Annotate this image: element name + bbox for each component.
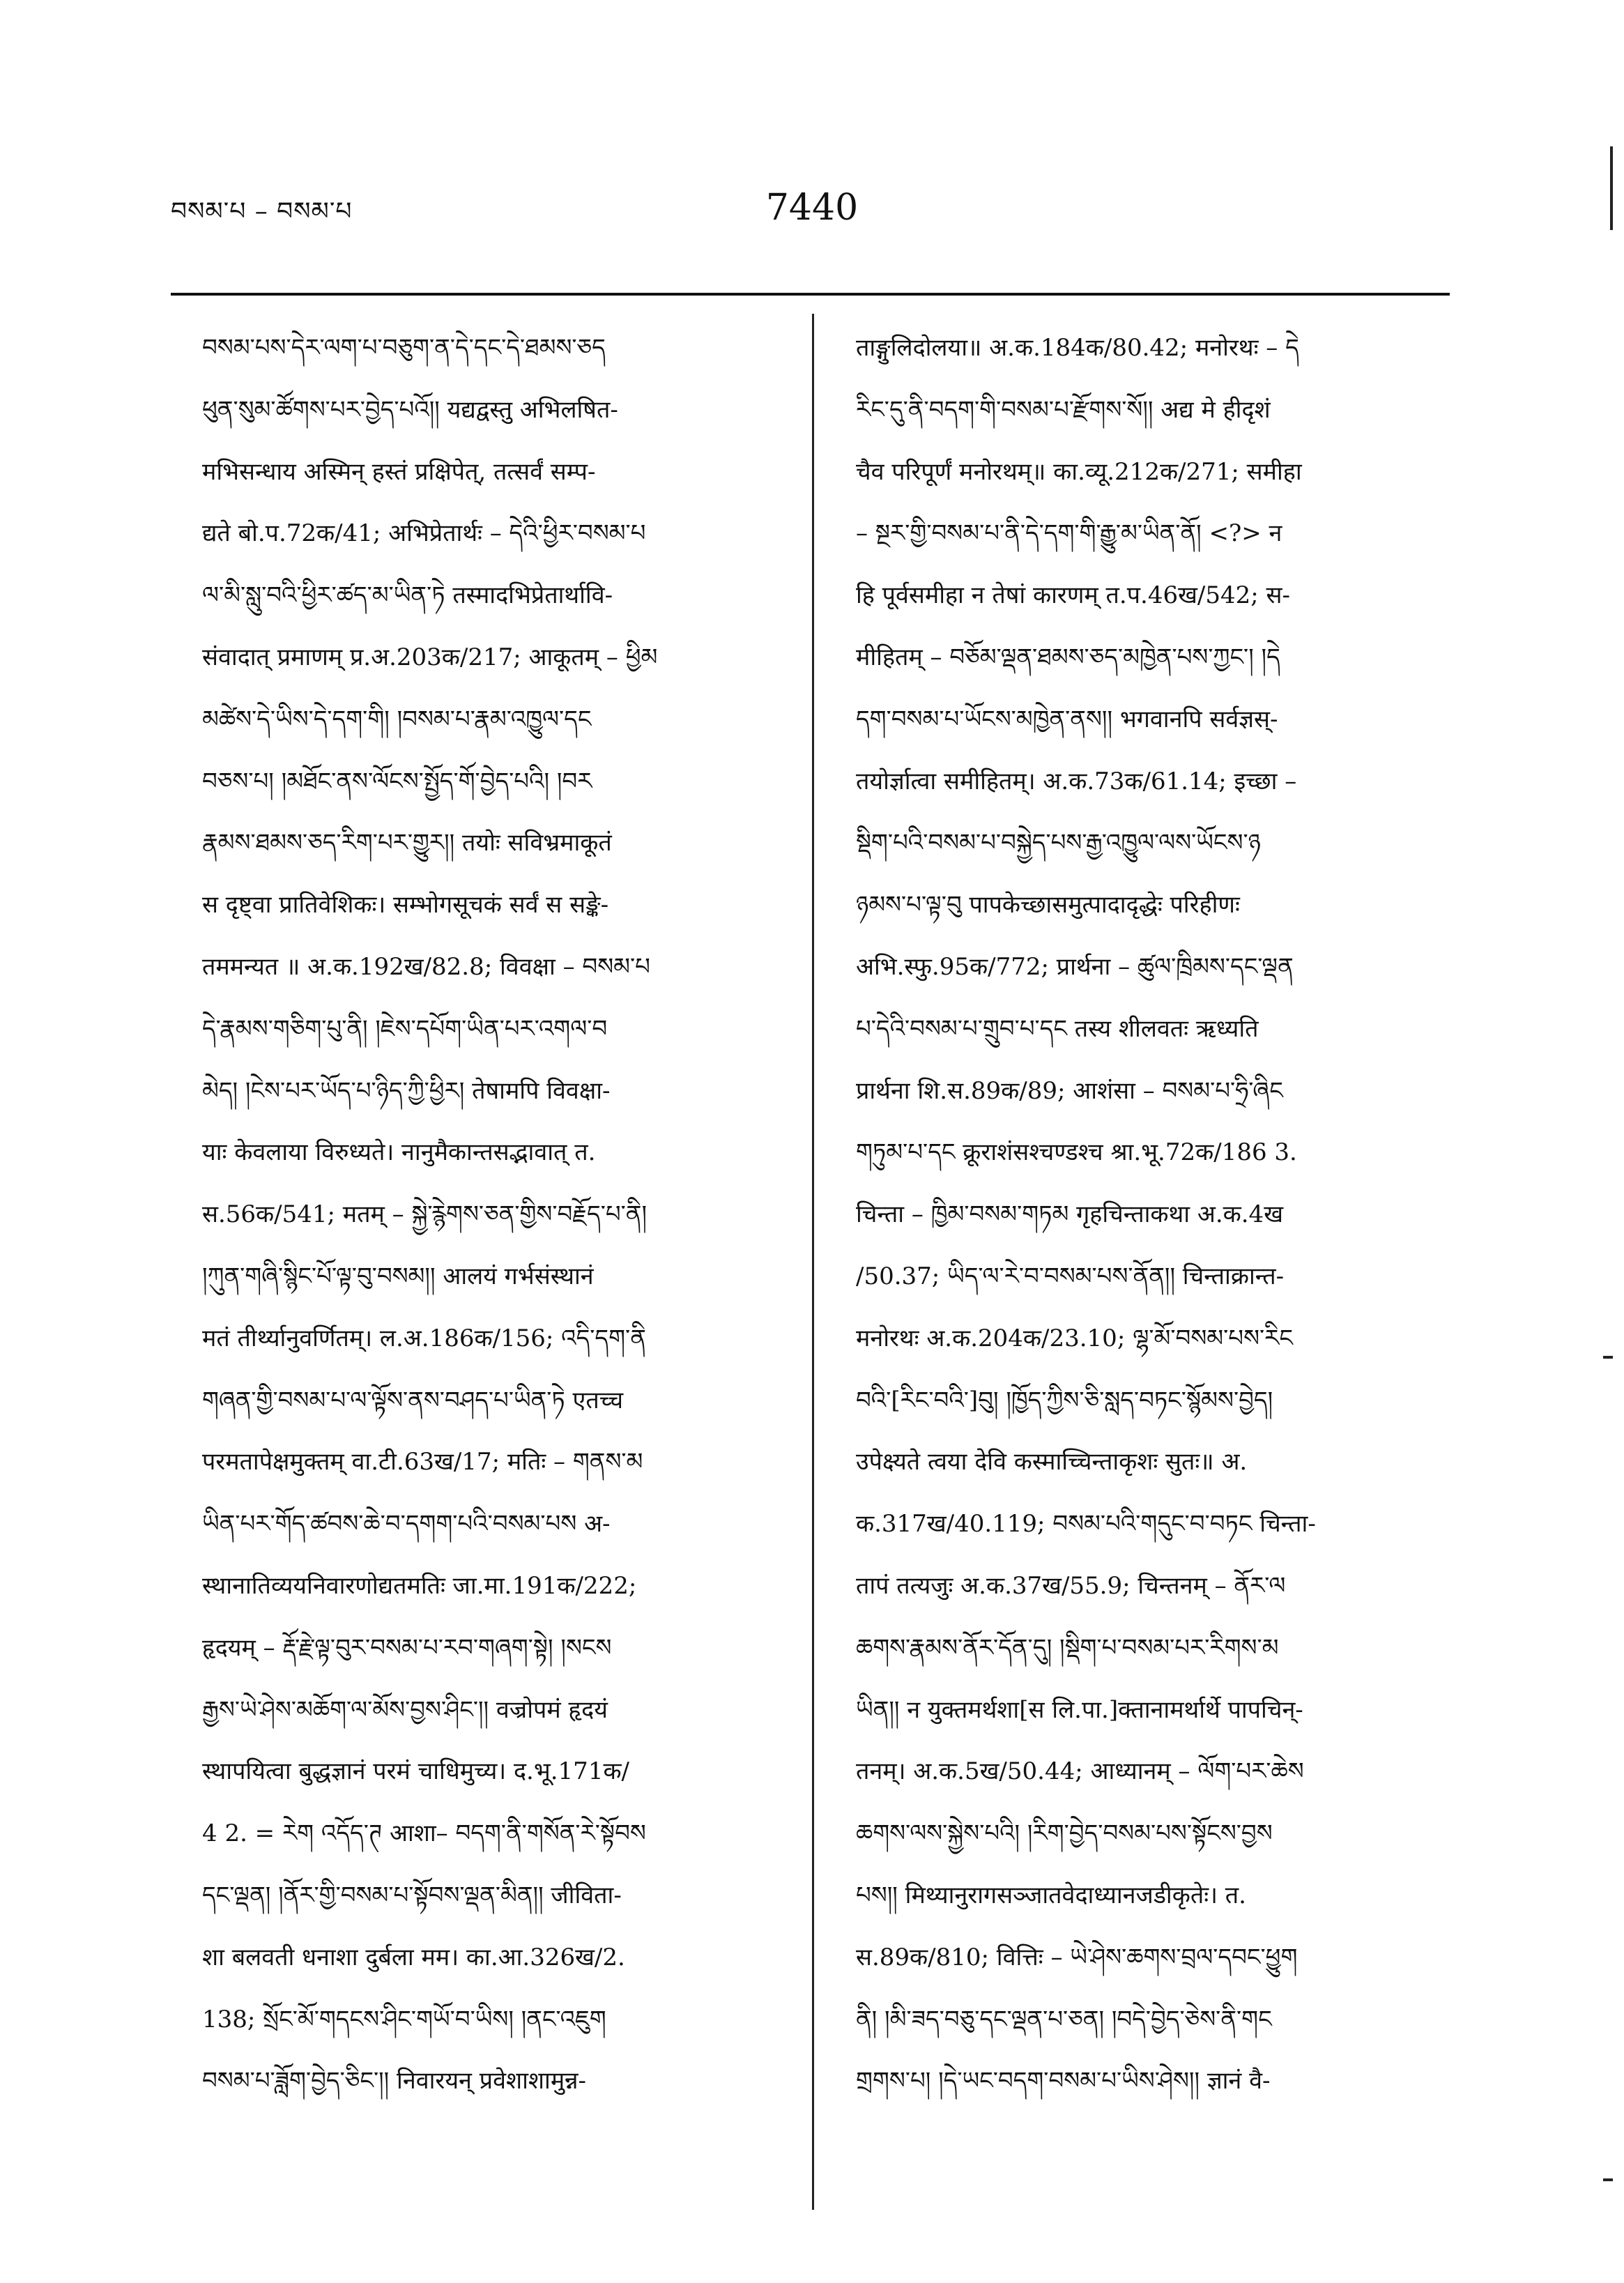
entry-line: 4 2. = རེག འདོད་ཊ आशा– བདག་ནི་གསོན་རེ་སྟོབས — [202, 1819, 646, 1848]
entry-line: བསམ་པ་ཟློག་བྱེད་ཅིང་།། निवारयन् प्रवेशाशामुन्न- — [202, 2067, 587, 2095]
entry-line: परमतापेक्षमुक्तम् वा.टी.63ख/17; मतिः – གནས་མ — [202, 1448, 643, 1476]
entry-line: རྒྱས་ཡེ་ཤེས་མཆོག་ལ་མོས་བྱས་ཤིང་།། वज्रोपमं हृदयं — [202, 1695, 608, 1724]
page-number: 7440 — [765, 187, 859, 229]
entry-line: ཕུན་སུམ་ཚོགས་པར་བྱེད་པའོ།། यद्यद्वस्तु अभिलषित- — [202, 395, 618, 424]
entry-line: तनम्। अ.क.5ख/50.44; आध्यानम् – ལོག་པར་ཆེས — [856, 1757, 1304, 1786]
entry-line: स.89क/810; वित्तिः – ཡེ་ཤེས་ཆགས་བྲལ་དབང་ཕྱུག — [856, 1943, 1298, 1971]
entry-line: པ་དེའི་བསམ་པ་གྲུབ་པ་དང तस्य शीलवतः ऋध्यति — [856, 1014, 1259, 1043]
entry-line: /50.37; ཡིད་ལ་རེ་བ་བསམ་པས་ནོན།། चिन्ताक्रान्त- — [856, 1262, 1285, 1290]
entry-line: मीहितम् – བཅོམ་ལྡན་ཐམས་ཅད་མཁྱེན་པས་ཀྱང་། །དེ — [856, 643, 1280, 671]
entry-line: །ཀུན་གཞི་སྙིང་པོ་ལྟ་བུ་བསམ།། आलयं गर्भसंस्थानं — [202, 1262, 594, 1290]
entry-line: གཏུམ་པ་དང क्रूराशंसश्चण्डश्च श्रा.भू.72क/186 3. — [856, 1138, 1297, 1167]
entry-line: तापं तत्यजुः अ.क.37ख/55.9; चिन्तनम् – ནོར་ལ — [856, 1571, 1286, 1600]
entry-line: चैव परिपूर्णं मनोरथम्॥ का.व्यू.212क/271; समीहा — [856, 457, 1302, 486]
entry-line: तयोर्ज्ञात्वा समीहितम्। अ.क.73क/61.14; इच्छा – — [856, 767, 1297, 795]
entry-line: प्रार्थना शि.स.89क/89; आशंसा – བསམ་པ་ཧྲི་ཞིང — [856, 1076, 1283, 1105]
entry-line: དག་བསམ་པ་ཡོངས་མཁྱེན་ནས།། भगवानपि सर्वज्ञस्- — [856, 705, 1278, 733]
entry-line: ཆགས་རྣམས་ནོར་དོན་དུ། །སྡིག་པ་བསམ་པར་རིགས་མ — [856, 1633, 1279, 1662]
entry-line: ཆགས་ལས་སྐྱེས་པའི། །རིག་བྱེད་བསམ་པས་སྟོངས་བྱས — [856, 1819, 1273, 1848]
entry-line: स्थानातिव्ययनिवारणोद्यतमतिः जा.मा.191क/222; — [202, 1571, 637, 1600]
entry-line: བའི་[རིང་བའི་]བུ། །ཁྱོད་ཀྱིས་ཅི་སླད་བཏང་སྙོམས་བྱེད། — [856, 1386, 1273, 1414]
entry-line: – སྔར་གྱི་བསམ་པ་ནི་དེ་དག་གི་རྒྱུ་མ་ཡིན་ནོ། <?> न — [856, 519, 1282, 548]
left-column — [202, 317, 781, 2112]
entry-line: སྡིག་པའི་བསམ་པ་བསྐྱེད་པས་རྒྱ་འཁྱུལ་ལས་ཡོངས་ཉ — [856, 829, 1261, 857]
entry-line: དང་ལྡན། །ནོར་གྱི་བསམ་པ་སྟོབས་ལྡན་མིན།། जीविता- — [202, 1881, 622, 1909]
entry-line: स दृष्ट्वा प्रातिवेशिकः। सम्भोगसूचकं सर्वं स सङ्के- — [202, 891, 609, 919]
entry-line: मभिसन्धाय अस्मिन् हस्तं प्रक्षिपेत्, तत्सर्वं सम्प- — [202, 457, 596, 486]
right-edge-dash — [1603, 1356, 1613, 1359]
entry-line: उपेक्ष्यते त्वया देवि कस्माच्चिन्ताकृशः सुतः॥ अ. — [856, 1448, 1248, 1476]
entry-line: हृदयम् – རྡོ་རྗེ་ལྟ་བུར་བསམ་པ་རབ་གཞག་སྟེ། །སངས — [202, 1633, 612, 1662]
entry-line: ཡིན་པར་གོད་ཚབས་ཆེ་བ་དགག་པའི་བསམ་པས अ- — [202, 1510, 611, 1538]
entry-line: याः केवलाया विरुध्यते। नानुमैकान्तसद्भावात् त. — [202, 1138, 596, 1167]
right-edge-dash — [1603, 2178, 1613, 2181]
entry-line: द्यते बो.प.72क/41; अभिप्रेतार्थः – དེའི་ཕྱིར་བསམ་པ — [202, 519, 646, 548]
column-divider — [812, 314, 814, 2210]
entry-line: स.56क/541; मतम् – སྐྱེ་རྙེགས་ཅན་གྱིས་བརྗོད་པ་ནི། — [202, 1200, 648, 1229]
entry-line: चिन्ता – ཁྱིམ་བསམ་གཏམ गृहचिन्ताकथा अ.क.4ख — [856, 1200, 1284, 1229]
entry-line: བསམ་པས་དེར་ལག་པ་བཅུག་ན་དེ་དང་དེ་ཐམས་ཅད — [202, 334, 606, 362]
entry-line: ताङ्गुलिदोलया॥ अ.क.184क/80.42; मनोरथः – དེ — [856, 334, 1299, 362]
entry-line: ཉམས་པ་ལྟ་བུ पापकेच्छासमुत्पादादृद्धेः परिहीणः — [856, 891, 1240, 919]
entry-line: གཞན་གྱི་བསམ་པ་ལ་ལྟོས་ནས་བཤད་པ་ཡིན་ཏེ एतच्च — [202, 1386, 624, 1414]
entry-line: तममन्यत ॥ अ.क.192ख/82.8; विवक्षा – བསམ་པ — [202, 952, 650, 981]
right-column — [856, 317, 1434, 2112]
entry-line: པས།། मिथ्यानुरागसञ्जातवेदाध्यानजडीकृतेः। त. — [856, 1881, 1246, 1909]
entry-line: संवादात् प्रमाणम् प्र.अ.203क/217; आकूतम् – ཕྱིམ — [202, 643, 658, 671]
entry-line: 138; སྲོང་མོ་གདངས་ཤིང་གཡོ་བ་ཡིས། །ནང་འཇུག — [202, 2005, 606, 2033]
header-rule — [171, 293, 1450, 296]
entry-line: མཚེས་དེ་ཡིས་དེ་དག་གི། །བསམ་པ་རྣམ་འཁྱུལ་དང — [202, 705, 592, 733]
entry-line: བཅས་པ། །མཐོང་ནས་ལོངས་སྤྱོད་གོ་བྱེད་པའི། །བར — [202, 767, 592, 795]
entry-line: ལ་མི་སླུ་བའི་ཕྱིར་ཚད་མ་ཡིན་ཏེ तस्मादभिप्रेतार्थावि- — [202, 581, 613, 610]
entry-line: मनोरथः अ.क.204क/23.10; ལྷ་མོ་བསམ་པས་རིང — [856, 1324, 1293, 1352]
entry-line: གྲགས་པ། །དེ་ཡང་བདག་བསམ་པ་ཡིས་ཤེས།། ज्ञानं वै- — [856, 2067, 1271, 2095]
entry-line: ཡིན།། न युक्तमर्थशा[स लि.पा.]क्तानामर्थार्थे पापचिन्- — [856, 1695, 1303, 1724]
entry-line: शा बलवती धनाशा दुर्बला मम। का.आ.326ख/2. — [202, 1943, 625, 1971]
running-head: བསམ་པ – བསམ་པ — [171, 197, 353, 226]
entry-line: स्थापयित्वा बुद्धज्ञानं परमं चाधिमुच्य। द.भू.171क/ — [202, 1757, 630, 1786]
entry-line: རིང་དུ་ནི་བདག་གི་བསམ་པ་རྫོགས་སོ།། अद्य मे हीदृशं — [856, 395, 1271, 424]
entry-line: དེ་རྣམས་གཅིག་པུ་ནི། །ཇེས་དཔོག་ཡིན་པར་འགལ་བ — [202, 1014, 608, 1043]
entry-line: क.317ख/40.119; བསམ་པའི་གདུང་བ་བཏང चिन्ता- — [856, 1510, 1316, 1538]
entry-line: मतं तीर्थ्यानुवर्णितम्। ल.अ.186क/156; འདི་དག་ནི — [202, 1324, 646, 1352]
entry-line: हि पूर्वसमीहा न तेषां कारणम् त.प.46ख/542; स- — [856, 581, 1291, 610]
entry-line: अभि.स्फु.95क/772; प्रार्थना – ཚུལ་ཁྲིམས་དང་ལྡན — [856, 952, 1294, 981]
entry-line: རྣམས་ཐམས་ཅད་རིག་པར་གྱུར།། तयोः सविभ्रमाकूतं — [202, 829, 612, 857]
right-edge-mark — [1610, 146, 1613, 230]
entry-line: མེད། །ངེས་པར་ཡོད་པ་ཉིད་ཀྱི་ཕྱིར། तेषामपि विवक्षा- — [202, 1076, 611, 1105]
entry-line: ནི། །མི་ཟད་བཅུ་དང་ལྡན་པ་ཅན། །བདེ་བྱེད་ཅེས་ནི་གང — [856, 2005, 1272, 2033]
